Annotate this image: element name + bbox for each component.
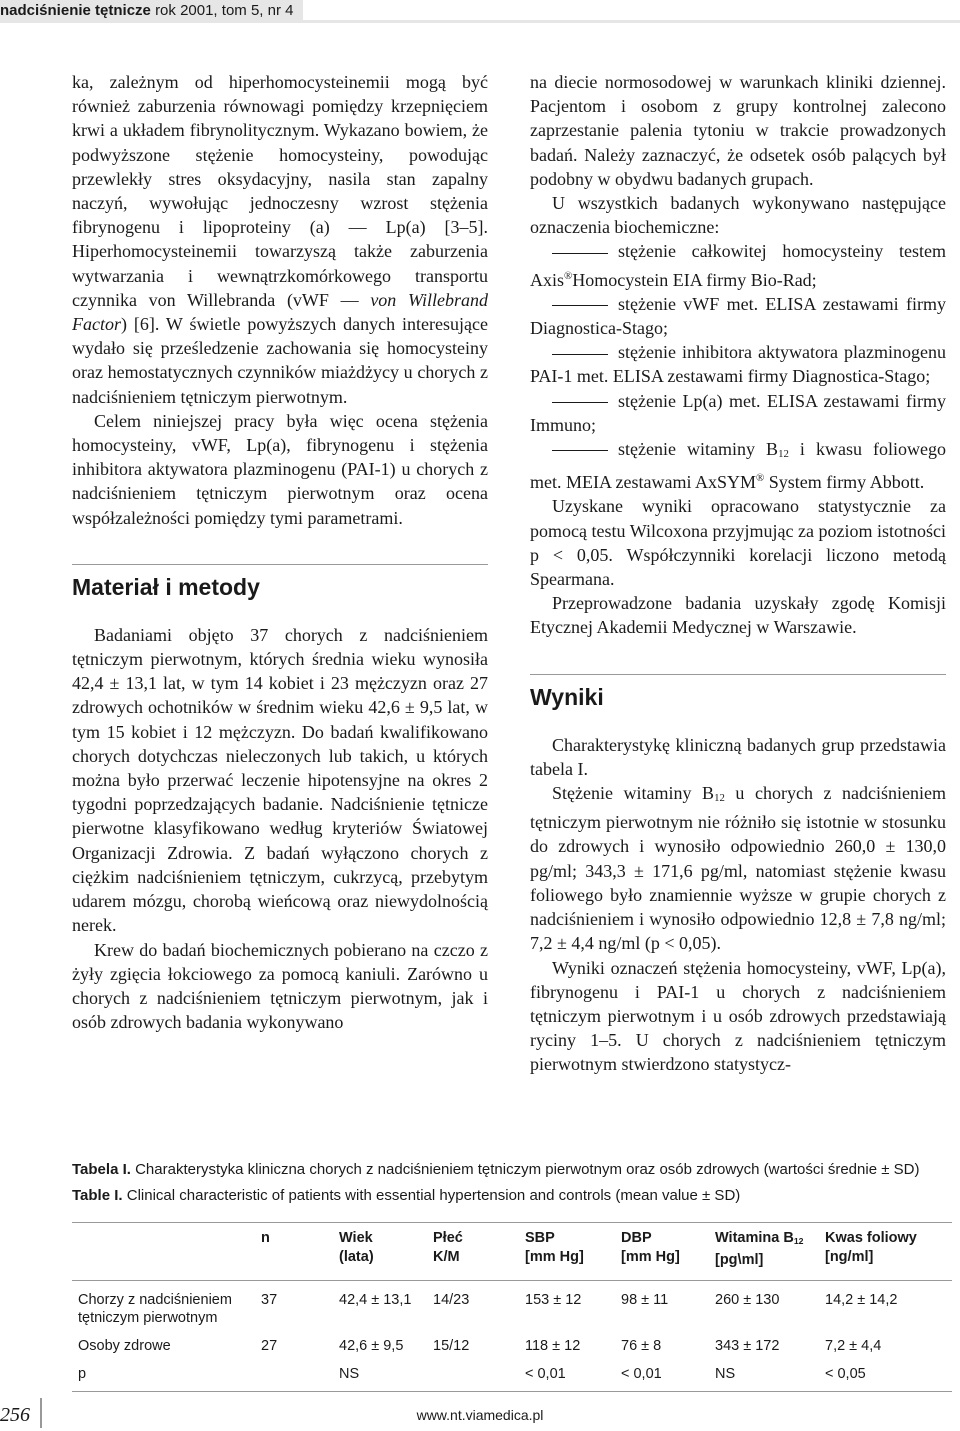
table-cell: 7,2 ± 4,4 xyxy=(825,1338,882,1354)
table-cell: NS xyxy=(339,1366,360,1382)
table-cell: 37 xyxy=(261,1292,278,1308)
table-cell: 14/23 xyxy=(433,1292,470,1308)
clinical-table xyxy=(72,1222,952,1392)
table-cell: < 0,01 xyxy=(621,1366,662,1382)
right-column xyxy=(530,70,946,1077)
row-label: Osoby zdrowe xyxy=(78,1338,171,1354)
list-item: stężenie całkowitej homocysteiny testem Axis®Homocystein EIA firmy Bio-Rad; xyxy=(530,241,946,290)
table-cell: 42,6 ± 9,5 xyxy=(339,1338,404,1354)
table-caption xyxy=(72,1157,952,1209)
paragraph: Stężenie witaminy $B_{12}$ u chorych z nadciśnieniem tętniczym pierwotnym nie różniło się istotnie w stosunku do zdrowych i wynosiło odpowiednio 260,0 ± 130,0 pg/ml; 343,3 ± 171,6 pg/ml, natomiast stężenie kwasu foliowego było znamiennie wyższe w grupie chorych z nadciśnieniem i wynosiło odpowiednio 12,8 ± 7,8 ng/ml; 7,2 ± 4,4 ng/ml (p < 0,05). xyxy=(530,783,947,954)
table-cell: 15/12 xyxy=(433,1338,470,1354)
header-cell: Witamina $B_{12}$ [pg\ml] xyxy=(715,1230,804,1268)
table-cell: < 0,05 xyxy=(825,1366,866,1382)
list-item: stężenie vWF met. ELISA zestawami firmy Diagnostica-Stago; xyxy=(530,293,946,339)
header-cell: Kwas foliowy [ng/ml] xyxy=(825,1230,917,1265)
paragraph: Przeprowadzone badania uzyskały zgodę Komisji Etycznej Akademii Medycznej w Warszawie. xyxy=(530,593,946,638)
table-cell: NS xyxy=(715,1366,736,1382)
header-rule xyxy=(0,20,960,23)
table-cell: 76 ± 8 xyxy=(621,1338,662,1354)
header-cell: Wiek (lata) xyxy=(339,1230,374,1265)
table-cell xyxy=(255,1360,333,1392)
table-header-row xyxy=(72,1223,952,1281)
dash-mark xyxy=(552,354,608,355)
paragraph: Uzyskane wyniki opracowano statystycznie za pomocą testu Wilcoxona przyjmując za poziom istotności p < 0,05. Współczynniki korelacji liczono metodą Spearmana. xyxy=(530,496,946,590)
dash-mark xyxy=(552,305,608,306)
table-cell xyxy=(427,1360,519,1392)
table-cell: 260 ± 130 xyxy=(715,1292,780,1308)
table-cell: 343 ± 172 xyxy=(715,1338,780,1354)
table-row xyxy=(72,1281,952,1333)
table-cell: 153 ± 12 xyxy=(525,1292,582,1308)
paragraph: Celem niniejszej pracy była więc ocena stężenia homocysteiny, vWF, Lp(a), fibrynogenu i stężenia inhibitora aktywatora plazminogenu (PAI-1) u chorych z nadciśnieniem tętniczym pierwotnym oraz ocena współzależności pomiędzy tymi parametrami. xyxy=(72,410,488,528)
row-label: Chorzy z nadciśnieniem tętniczym pierwotnym xyxy=(78,1292,232,1326)
table-caption-en: Table I. Clinical characteristic of patients with essential hypertension and controls (mean value ± SD) xyxy=(72,1187,741,1204)
page-number: 256 xyxy=(0,1404,30,1426)
dash-mark xyxy=(552,450,608,451)
journal-name: nadciśnienie tętnicze rok 2001, tom 5, nr 4 xyxy=(0,0,303,22)
list-item: stężenie inhibitora aktywatora plazminogenu PAI-1 met. ELISA zestawami firmy Diagnostica-Stago; xyxy=(530,342,946,387)
table-cell: 118 ± 12 xyxy=(525,1338,581,1354)
table-caption-pl: Tabela I. Charakterystyka kliniczna chorych z nadciśnieniem tętniczym pierwotnym oraz osób zdrowych (wartości średnie ± SD) xyxy=(72,1161,920,1178)
paragraph: Charakterystykę kliniczną badanych grup przedstawia tabela I. xyxy=(530,734,946,779)
journal-issue: rok 2001, tom 5, nr 4 xyxy=(155,2,294,19)
footer-url[interactable]: www.nt.viamedica.pl xyxy=(416,1407,544,1423)
header-cell: DBP [mm Hg] xyxy=(621,1230,680,1265)
table-cell: 98 ± 11 xyxy=(621,1292,669,1308)
table-row xyxy=(72,1360,952,1392)
table-cell: 27 xyxy=(261,1338,278,1354)
paragraph: Wyniki oznaczeń stężenia homocysteiny, vWF, Lp(a), fibrynogenu i PAI-1 u chorych z nadciśnieniem tętniczym pierwotnym i u osób zdrowych przedstawiają ryciny 1–5. U chorych z nadciśnieniem tętniczym pierwotnym stwierdzono statystycz- xyxy=(530,957,946,1075)
section-title-methods: Materiał i metody xyxy=(72,564,488,601)
paragraph: U wszystkich badanych wykonywano następujące oznaczenia biochemiczne: xyxy=(530,193,946,238)
header-cell: n xyxy=(261,1230,270,1246)
section-title-results: Wyniki xyxy=(530,674,946,711)
paragraph: Badaniami objęto 37 chorych z nadciśnieniem tętniczym pierwotnym, których średnia wieku wynosiła 42,4 ± 13,1 lat, w tym 14 kobiet i 23 mężczyzn oraz 27 zdrowych ochotników w średnim wieku 42,6 ± 9,5 lat, w tym 15 kobiet i 12 mężczyzn. Do badań kwalifikowano chorych dotychczas nieleczonych lub takich, u których można było przerwać leczenie hipotensyjne na okres 2 tygodni poprzedzających badanie. Nadciśnienie tętnicze pierwotne klasyfikowano według kryteriów Światowej Organizacji Zdrowia. Z badań wyłączono chorych z ciężkim nadciśnieniem tętniczym, cukrzycą, przebytym udarem mózgu, chorobą wieńcową oraz niewydolnością nerek. xyxy=(72,624,488,936)
dash-mark xyxy=(552,253,608,254)
table-row xyxy=(72,1332,952,1360)
table-cell: 42,4 ± 13,1 xyxy=(339,1292,412,1308)
dash-mark xyxy=(552,402,608,403)
paragraph: ka, zależnym od hiperhomocysteinemii mogą być również zaburzenia równowagi pomiędzy krzepnięciem krwi a układem fibrynolitycznym. Wykazano bowiem, że podwyższone stężenie homocysteiny, powodując przewlekły stres oksydacyjny, nasila stan zapalny naczyń, wywołując jednoczesny wzrost stężenia fibrynogenu i lipoproteiny (a) — Lp(a) [3–5]. Hiperhomocysteinemii towarzyszą także zaburzenia wytwarzania i wewnątrzkomórkowego transportu czynnika von Willebranda (vWF — von Willebrand Factor) [6]. W świetle powyższych danych interesujące wydało się prześledzenie zachowania się homocysteiny oraz hemostatycznych czynników miażdżycy u chorych z nadciśnieniem tętniczym pierwotnym. xyxy=(72,72,488,407)
paragraph: na diecie normosodowej w warunkach kliniki dziennej. Pacjentom i osobom z grupy kontrolnej zalecono zaprzestanie palenia tytoniu w trakcie prowadzonych badań. Należy zaznaczyć, że odsetek osób palących był podobny w obydwu badanych grupach. xyxy=(530,72,946,189)
list-item: stężenie witaminy $B_{12}$ i kwasu foliowego met. MEIA zestawami AxSYM® System firmy Abbott. xyxy=(530,439,946,493)
table-cell: 14,2 ± 14,2 xyxy=(825,1292,898,1308)
list-item: stężenie Lp(a) met. ELISA zestawami firmy Immuno; xyxy=(530,390,946,435)
running-header xyxy=(0,0,960,22)
table-cell: < 0,01 xyxy=(525,1366,566,1382)
header-cell: SBP [mm Hg] xyxy=(525,1230,584,1265)
header-cell: Płeć K/M xyxy=(433,1230,463,1265)
row-label: p xyxy=(78,1366,87,1382)
paragraph: Krew do badań biochemicznych pobierano na czczo z żyły zgięcia łokciowego za pomocą kaniuli. Zarówno u chorych z nadciśnieniem tętniczym pierwotnym, jak i osób zdrowych badania wykonywano xyxy=(72,939,488,1033)
header-cell-empty xyxy=(72,1223,255,1281)
left-column xyxy=(72,70,488,1034)
